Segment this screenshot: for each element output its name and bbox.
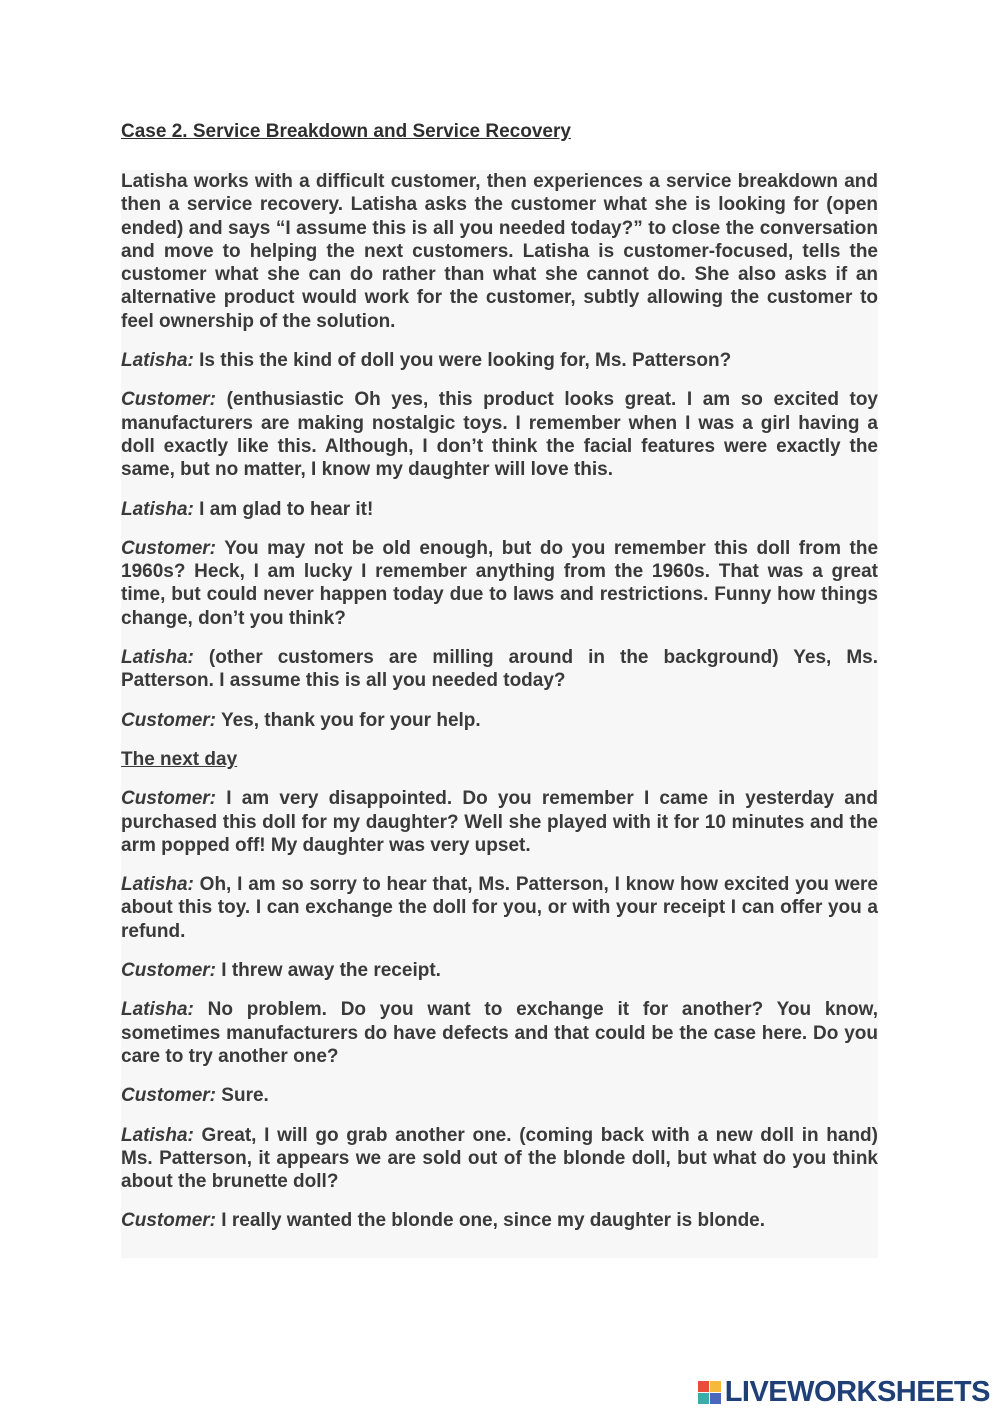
dialogue-line (121, 959, 878, 982)
dialogue-line (121, 646, 878, 693)
logo-square (698, 1381, 709, 1392)
speaker-label: Customer: (121, 788, 217, 810)
speaker-label: Customer: (121, 960, 217, 982)
speaker-label: Latisha: (121, 350, 194, 372)
dialogue-text: Oh, I am so sorry to hear that, Ms. Patterson, I know how excited you were about this toy. I can exchange the doll for you, or with your receipt I can offer you a refund. (121, 874, 879, 942)
dialogue-line (121, 873, 878, 943)
dialogue-text: Is this the kind of doll you were looking for, Ms. Patterson? (199, 350, 732, 372)
dialogue-line (121, 1209, 878, 1232)
dialogue-text: I threw away the receipt. (221, 960, 441, 982)
speaker-label: Latisha: (121, 498, 194, 520)
dialogue-text: I am very disappointed. Do you remember I came in yesterday and purchased this doll for my daughter? Well she played with it for 10 minutes and the arm popped off! My daughter was very upset. (121, 788, 879, 856)
dialogue-line (121, 498, 878, 521)
speaker-label: Customer: (121, 1210, 217, 1232)
speaker-label: Latisha: (121, 647, 194, 669)
dialogue-line (121, 1124, 878, 1194)
logo-text: LIVEWORKSHEETS (724, 1376, 990, 1408)
logo-square (698, 1393, 709, 1404)
dialogue-text: No problem. Do you want to exchange it for another? You know, sometimes manufacturers do have defects and that could be the case here. Do you care to try another one? (121, 999, 878, 1067)
dialogue-text: Great, I will go grab another one. (coming back with a new doll in hand) Ms. Patterson, it appears we are sold out of the blonde doll, but what do you think about the brunette doll? (121, 1124, 878, 1193)
speaker-label: Customer: (121, 1085, 217, 1107)
dialogue-line (121, 537, 878, 630)
dialogue-text: Yes, thank you for your help. (220, 709, 481, 731)
logo-square (710, 1393, 721, 1404)
liveworksheets-logo (698, 1376, 990, 1409)
dialogue-line (121, 1084, 878, 1107)
dialogue-line (121, 787, 878, 857)
speaker-label: Customer: (121, 389, 217, 411)
speaker-label: Latisha: (121, 999, 194, 1021)
dialogue-text: I really wanted the blonde one, since my daughter is blonde. (221, 1210, 766, 1232)
document-body (121, 170, 878, 1258)
speaker-label: Latisha: (121, 874, 194, 896)
speaker-label: Customer: (121, 709, 217, 731)
dialogue-line (121, 998, 878, 1068)
speaker-label: Customer: (121, 537, 217, 559)
next-day-heading: The next day (121, 748, 238, 770)
logo-squares-icon (698, 1381, 721, 1404)
speaker-label: Latisha: (121, 1124, 194, 1146)
dialogue-line (121, 388, 878, 481)
dialogue-line (121, 349, 878, 372)
dialogue-text: (enthusiastic Oh yes, this product looks great. I am so excited toy manufacturers are making nostalgic toys. I remember when I was a girl having a doll exactly like this. Although, I don’t think the facial features were exactly the same, but no matter, I know my daughter will love this. (121, 389, 878, 481)
dialogue-text: (other customers are milling around in the background) Yes, Ms. Patterson. I assume this is all you needed today? (121, 647, 879, 692)
dialogue-line (121, 709, 878, 732)
logo-square (710, 1381, 721, 1392)
intro-paragraph: Latisha works with a difficult customer, then experiences a service breakdown and then a service recovery. Latisha asks the customer what she is looking for (open ended) and says “I assume this is all you needed today?” to close the conversation and move to helping the next customers. Latisha is customer-focused, tells the customer what she can do rather than what she cannot do. She also asks if an alternative product would work for the customer, subtly allowing the customer to feel ownership of the solution. (121, 171, 878, 332)
dialogue-text: I am glad to hear it! (199, 498, 374, 520)
page-title: Case 2. Service Breakdown and Service Recovery (121, 121, 571, 142)
dialogue-text: Sure. (221, 1085, 269, 1107)
dialogue-text: You may not be old enough, but do you remember this doll from the 1960s? Heck, I am lucky I remember anything from the 1960s. That was a great time, but could never happen today due to laws and restrictions. Funny how things change, don’t you think? (121, 537, 879, 629)
